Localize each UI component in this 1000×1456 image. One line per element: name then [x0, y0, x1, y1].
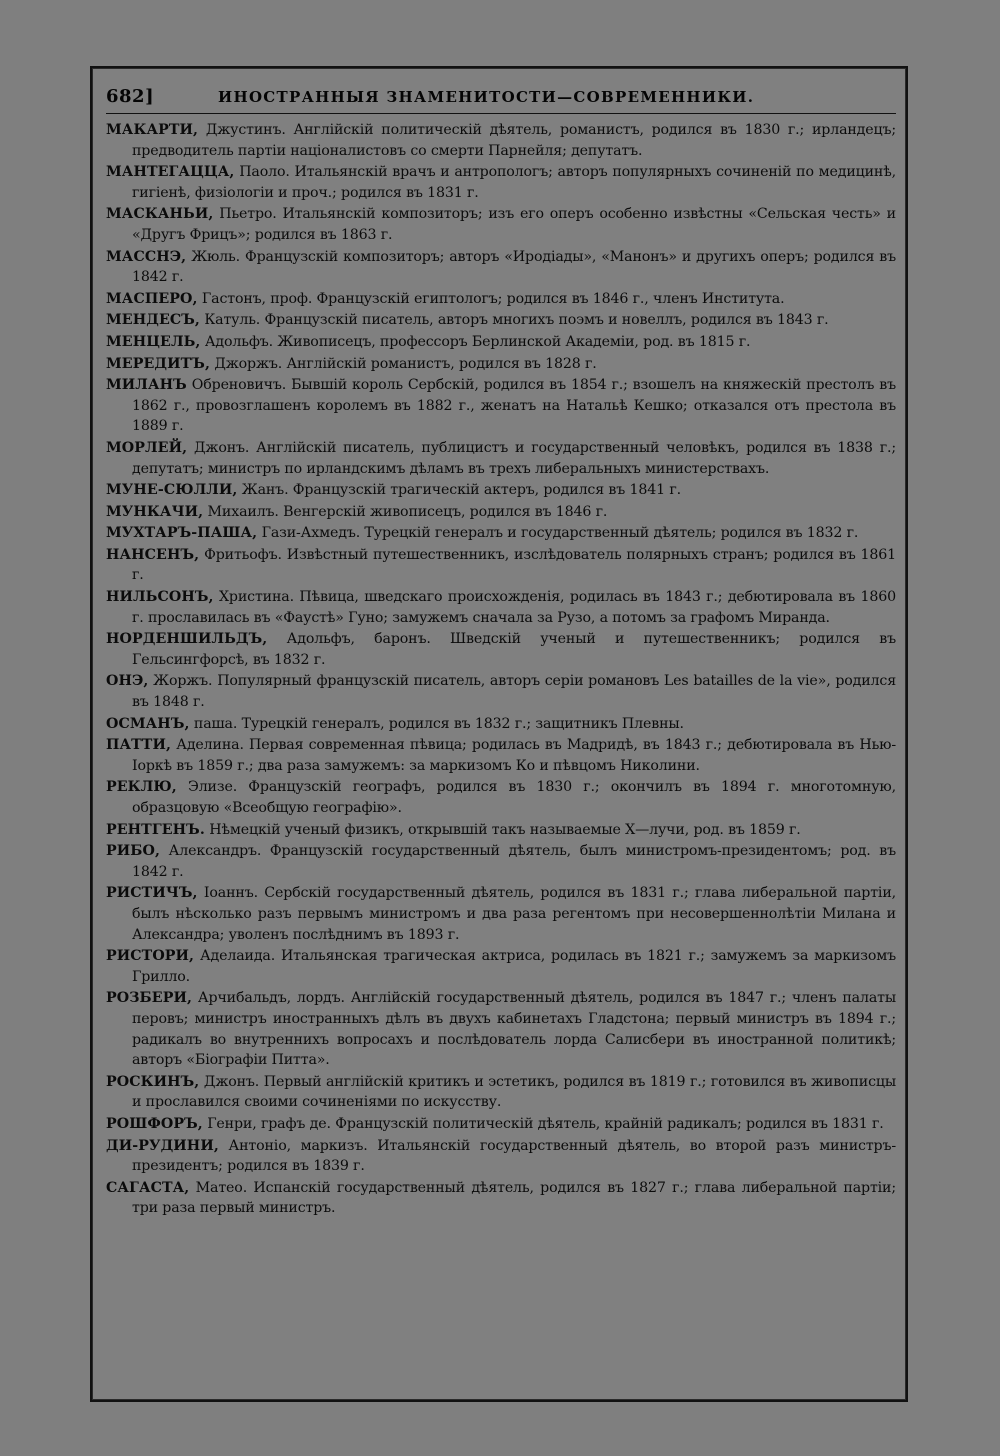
list-item	[106, 988, 896, 1070]
entry-text: Нѣмецкій ученый физикъ, открывшій такъ называемые X—лучи, род. въ 1859 г.	[204, 821, 801, 838]
list-item	[106, 289, 896, 310]
list-item	[106, 375, 896, 437]
list-item	[106, 310, 896, 331]
entry-text: Арчибальдъ, лордъ. Англійскій государственный дѣятель, родился въ 1847 г.; членъ палаты перовъ; министръ иностранныхъ дѣлъ въ двухъ кабинетахъ Гладстона; первый министръ въ 1894 г.; радикалъ во внутреннихъ вопросахъ и послѣдователь лорда Салисбери въ иностранной политикѣ; авторъ «Біографіи Питта».	[132, 990, 896, 1069]
entry-name: МЕНДЕСЪ,	[106, 312, 200, 329]
list-item	[106, 204, 896, 245]
entry-text: Жоржъ. Популярный французскій писатель, авторъ серіи романовъ Les batailles de la vie», родился въ 1848 г.	[132, 673, 896, 711]
entry-text: Джоржъ. Англійскій романистъ, родился въ 1828 г.	[210, 355, 597, 372]
entry-name: РЕКЛЮ,	[106, 779, 177, 796]
entry-text: Джонъ. Первый англійскій критикъ и эстетикъ, родился въ 1819 г.; готовился въ живописцы и прославился своими сочиненіями по искусству.	[132, 1073, 896, 1111]
list-item	[106, 883, 896, 945]
list-item	[106, 120, 896, 161]
entry-text: Генри, графъ де. Французскій политическій дѣятель, крайній радикалъ; родился въ 1831 г.	[202, 1115, 884, 1132]
entry-text: Христина. Пѣвица, шведскаго происхожденія, родилась въ 1843 г.; дебютировала въ 1860 г. прославилась въ «Фаустѣ» Гуно; замужемъ сначала за Рузо, а потомъ за графомъ Миранда.	[132, 589, 896, 626]
list-item	[106, 820, 896, 841]
entry-name: НАНСЕНЪ,	[106, 546, 200, 563]
list-item	[106, 714, 896, 735]
entry-name: РИСТИЧЪ,	[106, 885, 198, 902]
entry-name: РОЗБЕРИ,	[106, 990, 193, 1007]
list-item	[106, 735, 896, 776]
entry-name: РИСТОРИ,	[106, 948, 195, 965]
page-number: 682]	[106, 86, 155, 107]
entry-text: Фритьофъ. Извѣстный путешественникъ, изслѣдователь полярныхъ странъ; родился въ 1861 г.	[132, 546, 896, 584]
list-item	[106, 1178, 896, 1219]
entry-name: ОСМАНЪ,	[106, 715, 190, 732]
entry-name: МАССНЭ,	[106, 248, 187, 265]
entry-name: РИБО,	[106, 843, 160, 860]
entry-text: Антоніо, маркизъ. Итальянскій государственный дѣятель, во второй разъ министръ-президентъ; родился въ 1839 г.	[132, 1137, 896, 1175]
entry-name: МОРЛЕЙ,	[106, 439, 188, 456]
running-title: ИНОСТРАННЫЯ ЗНАМЕНИТОСТИ—СОВРЕМЕННИКИ.	[218, 88, 755, 106]
entry-name: МУНЕ-СЮЛЛИ,	[106, 482, 238, 499]
list-item	[106, 523, 896, 544]
entry-text: Михаилъ. Венгерскій живописецъ, родился въ 1846 г.	[203, 503, 608, 520]
list-item	[106, 480, 896, 501]
entry-name: МАНТЕГАЦЦА,	[106, 164, 235, 181]
entry-name: МАСПЕРО,	[106, 290, 198, 307]
entry-name: РОСКИНЪ,	[106, 1073, 200, 1090]
book-page	[90, 66, 908, 1402]
entry-name: МИЛАНЪ	[106, 377, 187, 394]
list-item	[106, 777, 896, 818]
entry-text: Аделина. Первая современная пѣвица; родилась въ Мадридѣ, въ 1843 г.; дебютировала въ Нью-Іоркѣ въ 1859 г.; два раза замужемъ: за маркизомъ Ко и пѣвцомъ Николини.	[132, 737, 896, 774]
entry-text: Гастонъ, проф. Французскій египтологъ; родился въ 1846 г., членъ Института.	[197, 290, 785, 307]
entry-name: РЕНТГЕНЪ.	[106, 821, 205, 838]
entries-list	[106, 120, 896, 1219]
list-item	[106, 545, 896, 586]
entry-name: НИЛЬСОНЪ,	[106, 589, 214, 606]
entry-text: Александръ. Французскій государственный дѣятель, былъ министромъ-президентомъ; род. въ 1842 г.	[132, 843, 896, 880]
entry-text: Адольфъ, баронъ. Шведскій ученый и путешественникъ; родился въ Гельсингфорсѣ, въ 1832 г.	[132, 631, 896, 668]
list-item	[106, 438, 896, 479]
list-item	[106, 671, 896, 712]
list-item	[106, 162, 896, 203]
entry-text: Жюль. Французскій композиторъ; авторъ «Иродіады», «Манонъ» и другихъ оперъ; родился въ 1842 г.	[132, 248, 896, 286]
entry-text: Пьетро. Итальянскій композиторъ; изъ его оперъ особенно извѣстны «Сельская честь» и «Другъ Фрицъ»; родился въ 1863 г.	[132, 206, 896, 243]
entry-text: Катуль. Французскій писатель, авторъ многихъ поэмъ и новеллъ, родился въ 1843 г.	[199, 312, 829, 329]
entry-name: ПАТТИ,	[106, 737, 172, 754]
entry-text: Джонъ. Англійскій писатель, публицистъ и государственный человѣкъ, родился въ 1838 г.; депутатъ; министръ по ирландскимъ дѣламъ въ трехъ либеральныхъ министерствахъ.	[132, 439, 896, 477]
entry-name: МАСКАНЬИ,	[106, 206, 214, 223]
list-item	[106, 587, 896, 628]
entry-text: Адольфъ. Живописецъ, профессоръ Берлинской Академіи, род. въ 1815 г.	[200, 333, 751, 350]
list-item	[106, 354, 896, 375]
entry-text: Обреновичъ. Бывшій король Сербскій, родился въ 1854 г.; взошелъ на княжескій престолъ въ 1862 г., провозглашенъ королемъ въ 1882 г., женатъ на Натальѣ Кешко; отказался отъ престола въ 1889 г.	[132, 377, 896, 435]
entry-name: МУХТАРЪ-ПАША,	[106, 525, 258, 542]
entry-text: Гази-Ахмедъ. Турецкій генералъ и государственный дѣятель; родился въ 1832 г.	[257, 525, 859, 542]
page-header	[106, 86, 896, 114]
entry-text: паша. Турецкій генералъ, родился въ 1832 г.; защитникъ Плевны.	[189, 715, 684, 732]
entry-text: Матео. Испанскій государственный дѣятель, родился въ 1827 г.; глава либеральной партіи; три раза первый министръ.	[132, 1179, 896, 1217]
list-item	[106, 1136, 896, 1177]
entry-name: ДИ-РУДИНИ,	[106, 1137, 219, 1154]
entry-name: НОРДЕНШИЛЬДЪ,	[106, 631, 268, 648]
list-item	[106, 1114, 896, 1135]
entry-name: ОНЭ,	[106, 673, 149, 690]
list-item	[106, 332, 896, 353]
entry-text: Паоло. Итальянскій врачъ и антропологъ; авторъ популярныхъ сочиненій по медицинѣ, гигіенѣ, физіологіи и проч.; родился въ 1831 г.	[132, 164, 896, 201]
entry-name: МЕРЕДИТЪ,	[106, 355, 210, 372]
page-content	[106, 86, 896, 1384]
list-item	[106, 629, 896, 670]
entry-text: Аделаида. Итальянская трагическая актриса, родилась въ 1821 г.; замужемъ за маркизомъ Грилло.	[132, 948, 896, 985]
list-item	[106, 946, 896, 987]
entry-text: Элизе. Французскій географъ, родился въ 1830 г.; окончилъ въ 1894 г. многотомную, образцовую «Всеобщую географію».	[132, 779, 896, 816]
entry-text: Джустинъ. Англійскій политическій дѣятель, романистъ, родился въ 1830 г.; ирландецъ; предводитель партіи націоналистовъ со смерти Парнейля; депутатъ.	[132, 122, 896, 159]
list-item	[106, 1072, 896, 1113]
entry-name: САГАСТА,	[106, 1179, 190, 1196]
entry-name: МЕНЦЕЛЬ,	[106, 333, 201, 350]
entry-name: МАКАРТИ,	[106, 122, 199, 138]
entry-text: Жанъ. Французскій трагическій актеръ, родился въ 1841 г.	[237, 482, 681, 499]
entry-name: МУНКАЧИ,	[106, 503, 204, 520]
list-item	[106, 502, 896, 523]
list-item	[106, 247, 896, 288]
list-item	[106, 841, 896, 882]
entry-text: Іоаннъ. Сербскій государственный дѣятель, родился въ 1831 г.; глава либеральной партіи, былъ нѣсколько разъ первымъ министромъ и два раза регентомъ при несовершеннолѣтіи Милана и Александра; уволенъ послѣднимъ въ 1893 г.	[132, 885, 896, 943]
entry-name: РОШФОРЪ,	[106, 1115, 203, 1132]
